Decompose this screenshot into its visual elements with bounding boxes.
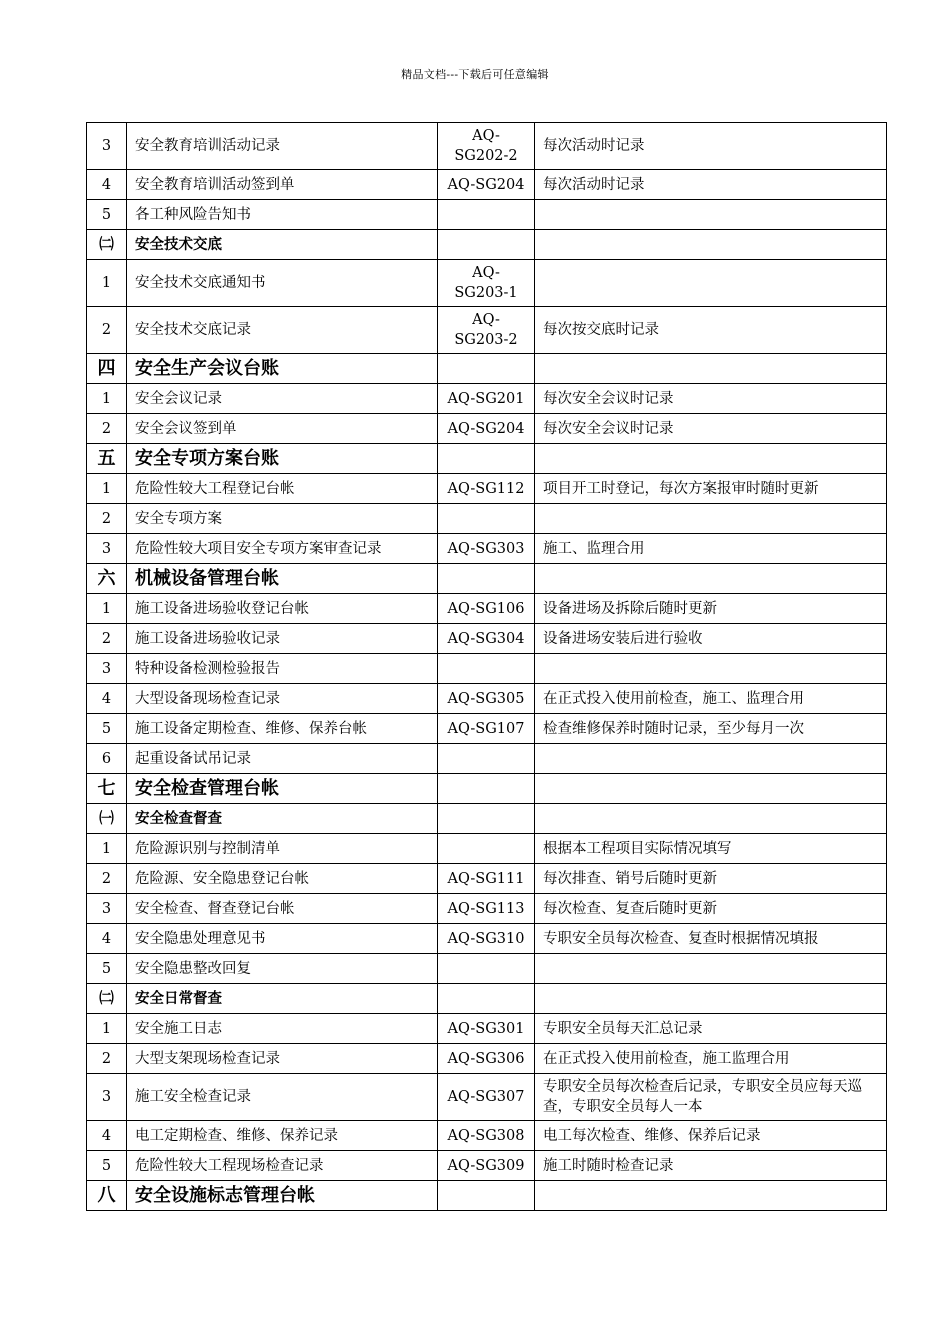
row-name: 施工设备定期检查、维修、保养台帐 bbox=[127, 714, 438, 744]
row-number: 5 bbox=[87, 200, 127, 230]
row-name: 安全施工日志 bbox=[127, 1014, 438, 1044]
row-note bbox=[535, 354, 887, 384]
table-row bbox=[87, 474, 887, 504]
table-row bbox=[87, 1121, 887, 1151]
table-row bbox=[87, 864, 887, 894]
row-note: 每次安全会议时记录 bbox=[535, 384, 887, 414]
row-number: 4 bbox=[87, 924, 127, 954]
row-number: ㈠ bbox=[87, 804, 127, 834]
row-note: 电工每次检查、维修、保养后记录 bbox=[535, 1121, 887, 1151]
row-note: 每次按交底时记录 bbox=[535, 307, 887, 354]
row-name: 危险源、安全隐患登记台帐 bbox=[127, 864, 438, 894]
table-row bbox=[87, 894, 887, 924]
row-name: 特种设备检测检验报告 bbox=[127, 654, 438, 684]
table-row bbox=[87, 534, 887, 564]
row-number: 2 bbox=[87, 307, 127, 354]
row-code bbox=[438, 504, 535, 534]
row-code: AQ-SG111 bbox=[438, 864, 535, 894]
row-name: 安全技术交底通知书 bbox=[127, 260, 438, 307]
row-code: AQ- SG203-2 bbox=[438, 307, 535, 354]
row-code: AQ-SG112 bbox=[438, 474, 535, 504]
ledger-body bbox=[87, 123, 887, 1211]
row-name: 机械设备管理台帐 bbox=[127, 564, 438, 594]
row-code: AQ-SG305 bbox=[438, 684, 535, 714]
row-note bbox=[535, 804, 887, 834]
row-name: 安全检查督查 bbox=[127, 804, 438, 834]
row-note bbox=[535, 200, 887, 230]
row-code: AQ-SG308 bbox=[438, 1121, 535, 1151]
row-number: 4 bbox=[87, 170, 127, 200]
table-row bbox=[87, 260, 887, 307]
row-name: 电工定期检查、维修、保养记录 bbox=[127, 1121, 438, 1151]
row-code: AQ-SG204 bbox=[438, 414, 535, 444]
row-code: AQ-SG310 bbox=[438, 924, 535, 954]
row-note: 专职安全员每天汇总记录 bbox=[535, 1014, 887, 1044]
section-row bbox=[87, 444, 887, 474]
row-number: 七 bbox=[87, 774, 127, 804]
row-note: 每次检查、复查后随时更新 bbox=[535, 894, 887, 924]
row-name: 大型设备现场检查记录 bbox=[127, 684, 438, 714]
row-note: 每次排查、销号后随时更新 bbox=[535, 864, 887, 894]
row-number: 3 bbox=[87, 894, 127, 924]
row-code: AQ- SG202-2 bbox=[438, 123, 535, 170]
row-name: 危险性较大工程登记台帐 bbox=[127, 474, 438, 504]
section-row bbox=[87, 774, 887, 804]
row-name: 安全检查、督查登记台帐 bbox=[127, 894, 438, 924]
row-note: 每次活动时记录 bbox=[535, 123, 887, 170]
ledger-table bbox=[86, 122, 887, 1211]
row-code: AQ-SG306 bbox=[438, 1044, 535, 1074]
row-number: 3 bbox=[87, 654, 127, 684]
subsection-row bbox=[87, 804, 887, 834]
row-code bbox=[438, 774, 535, 804]
row-name: 施工安全检查记录 bbox=[127, 1074, 438, 1121]
row-note bbox=[535, 654, 887, 684]
row-note: 施工时随时检查记录 bbox=[535, 1151, 887, 1181]
row-name: 安全专项方案 bbox=[127, 504, 438, 534]
row-number: 1 bbox=[87, 474, 127, 504]
row-number: 3 bbox=[87, 534, 127, 564]
table-row bbox=[87, 684, 887, 714]
row-code: AQ-SG106 bbox=[438, 594, 535, 624]
table-row bbox=[87, 384, 887, 414]
row-note: 项目开工时登记，每次方案报审时随时更新 bbox=[535, 474, 887, 504]
row-number: 2 bbox=[87, 504, 127, 534]
row-number: 六 bbox=[87, 564, 127, 594]
row-number: 1 bbox=[87, 384, 127, 414]
row-number: 五 bbox=[87, 444, 127, 474]
subsection-row bbox=[87, 230, 887, 260]
row-number: 5 bbox=[87, 714, 127, 744]
row-code: AQ-SG204 bbox=[438, 170, 535, 200]
table-row bbox=[87, 654, 887, 684]
row-note: 检查维修保养时随时记录，至少每月一次 bbox=[535, 714, 887, 744]
table-row bbox=[87, 594, 887, 624]
row-code: AQ-SG303 bbox=[438, 534, 535, 564]
row-number: 2 bbox=[87, 624, 127, 654]
row-number: 1 bbox=[87, 594, 127, 624]
row-code bbox=[438, 230, 535, 260]
row-name: 安全日常督查 bbox=[127, 984, 438, 1014]
row-note bbox=[535, 954, 887, 984]
row-note bbox=[535, 1181, 887, 1211]
section-row bbox=[87, 354, 887, 384]
row-note: 在正式投入使用前检查，施工监理合用 bbox=[535, 1044, 887, 1074]
row-note: 专职安全员每次检查后记录，专职安全员应每天巡查，专职安全员每人一本 bbox=[535, 1074, 887, 1121]
row-number: 四 bbox=[87, 354, 127, 384]
row-note bbox=[535, 444, 887, 474]
row-number: 3 bbox=[87, 1074, 127, 1121]
row-name: 安全技术交底记录 bbox=[127, 307, 438, 354]
row-code bbox=[438, 1181, 535, 1211]
table-row bbox=[87, 414, 887, 444]
row-code bbox=[438, 834, 535, 864]
row-name: 安全专项方案台账 bbox=[127, 444, 438, 474]
table-row bbox=[87, 123, 887, 170]
row-note: 在正式投入使用前检查，施工、监理合用 bbox=[535, 684, 887, 714]
row-code: AQ- SG203-1 bbox=[438, 260, 535, 307]
table-row bbox=[87, 744, 887, 774]
row-name: 危险性较大工程现场检查记录 bbox=[127, 1151, 438, 1181]
row-name: 起重设备试吊记录 bbox=[127, 744, 438, 774]
row-name: 施工设备进场验收记录 bbox=[127, 624, 438, 654]
row-name: 危险性较大项目安全专项方案审查记录 bbox=[127, 534, 438, 564]
table-row bbox=[87, 1074, 887, 1121]
row-number: 八 bbox=[87, 1181, 127, 1211]
row-name: 安全技术交底 bbox=[127, 230, 438, 260]
table-row bbox=[87, 954, 887, 984]
row-number: 3 bbox=[87, 123, 127, 170]
row-name: 安全会议签到单 bbox=[127, 414, 438, 444]
row-code: AQ-SG107 bbox=[438, 714, 535, 744]
section-row bbox=[87, 564, 887, 594]
row-number: 2 bbox=[87, 864, 127, 894]
table-row bbox=[87, 1044, 887, 1074]
row-note bbox=[535, 744, 887, 774]
row-note bbox=[535, 774, 887, 804]
row-number: 4 bbox=[87, 684, 127, 714]
row-number: 1 bbox=[87, 260, 127, 307]
row-number: 5 bbox=[87, 1151, 127, 1181]
row-note: 根据本工程项目实际情况填写 bbox=[535, 834, 887, 864]
table-row bbox=[87, 924, 887, 954]
row-note: 每次活动时记录 bbox=[535, 170, 887, 200]
table-row bbox=[87, 834, 887, 864]
row-note bbox=[535, 984, 887, 1014]
row-code: AQ-SG113 bbox=[438, 894, 535, 924]
row-code bbox=[438, 744, 535, 774]
row-note: 每次安全会议时记录 bbox=[535, 414, 887, 444]
row-code bbox=[438, 804, 535, 834]
table-row bbox=[87, 624, 887, 654]
table-row bbox=[87, 1151, 887, 1181]
row-name: 危险源识别与控制清单 bbox=[127, 834, 438, 864]
row-note: 设备进场及拆除后随时更新 bbox=[535, 594, 887, 624]
row-note bbox=[535, 230, 887, 260]
row-name: 安全教育培训活动记录 bbox=[127, 123, 438, 170]
row-note: 施工、监理合用 bbox=[535, 534, 887, 564]
row-number: ㈡ bbox=[87, 984, 127, 1014]
row-code: AQ-SG201 bbox=[438, 384, 535, 414]
section-row bbox=[87, 1181, 887, 1211]
row-name: 大型支架现场检查记录 bbox=[127, 1044, 438, 1074]
row-code bbox=[438, 200, 535, 230]
page-header: 精品文档---下载后可任意编辑 bbox=[401, 68, 549, 81]
table-row bbox=[87, 200, 887, 230]
row-number: ㈡ bbox=[87, 230, 127, 260]
row-code: AQ-SG309 bbox=[438, 1151, 535, 1181]
row-number: 4 bbox=[87, 1121, 127, 1151]
row-code: AQ-SG307 bbox=[438, 1074, 535, 1121]
row-code: AQ-SG304 bbox=[438, 624, 535, 654]
row-number: 2 bbox=[87, 414, 127, 444]
row-code bbox=[438, 954, 535, 984]
row-name: 安全隐患整改回复 bbox=[127, 954, 438, 984]
table-row bbox=[87, 307, 887, 354]
row-number: 2 bbox=[87, 1044, 127, 1074]
row-number: 1 bbox=[87, 1014, 127, 1044]
row-note bbox=[535, 260, 887, 307]
row-code bbox=[438, 444, 535, 474]
row-name: 安全教育培训活动签到单 bbox=[127, 170, 438, 200]
table-row bbox=[87, 504, 887, 534]
row-number: 1 bbox=[87, 834, 127, 864]
subsection-row bbox=[87, 984, 887, 1014]
row-note bbox=[535, 564, 887, 594]
row-name: 安全设施标志管理台帐 bbox=[127, 1181, 438, 1211]
row-name: 安全会议记录 bbox=[127, 384, 438, 414]
row-number: 5 bbox=[87, 954, 127, 984]
table-row bbox=[87, 1014, 887, 1044]
row-note: 设备进场安装后进行验收 bbox=[535, 624, 887, 654]
row-name: 安全检查管理台帐 bbox=[127, 774, 438, 804]
row-name: 各工种风险告知书 bbox=[127, 200, 438, 230]
row-name: 安全隐患处理意见书 bbox=[127, 924, 438, 954]
row-code bbox=[438, 564, 535, 594]
row-number: 6 bbox=[87, 744, 127, 774]
row-note bbox=[535, 504, 887, 534]
row-note: 专职安全员每次检查、复查时根据情况填报 bbox=[535, 924, 887, 954]
row-code: AQ-SG301 bbox=[438, 1014, 535, 1044]
row-code bbox=[438, 654, 535, 684]
row-name: 安全生产会议台账 bbox=[127, 354, 438, 384]
row-code bbox=[438, 354, 535, 384]
row-code bbox=[438, 984, 535, 1014]
table-row bbox=[87, 170, 887, 200]
table-row bbox=[87, 714, 887, 744]
row-name: 施工设备进场验收登记台帐 bbox=[127, 594, 438, 624]
